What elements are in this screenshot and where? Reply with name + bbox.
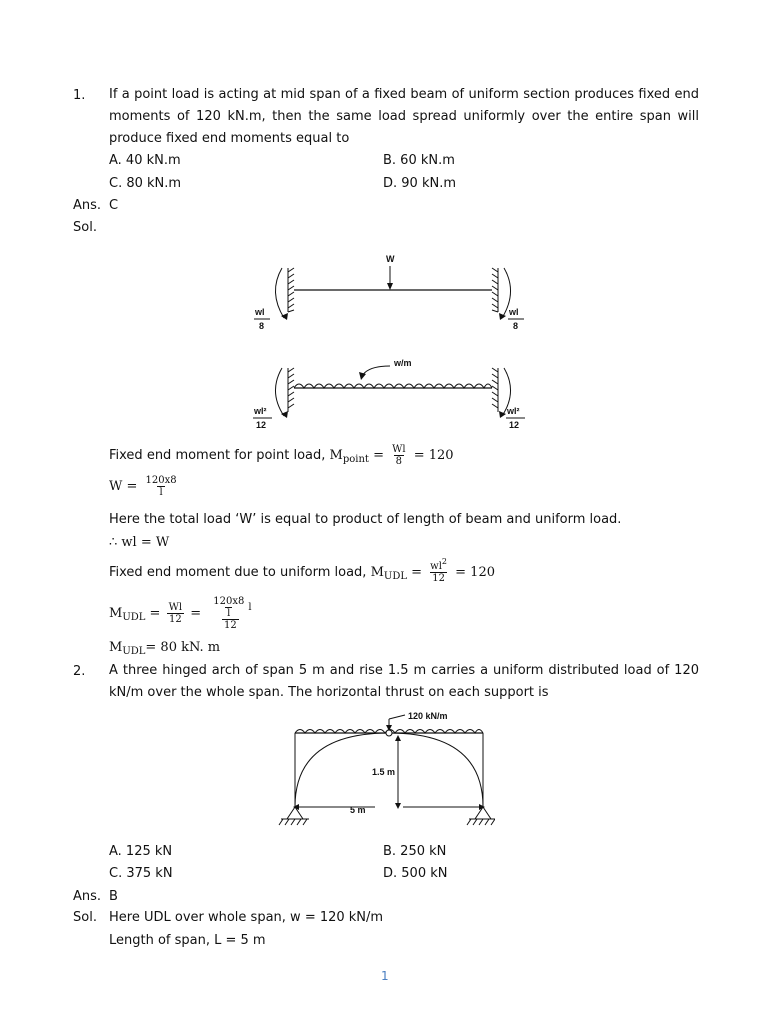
nested-fraction	[207, 596, 253, 631]
question-1-number: 1.	[73, 88, 86, 103]
q1-ans-label: Ans.	[73, 198, 102, 213]
fig1-load-label: W	[386, 254, 395, 264]
question-2-number: 2.	[73, 664, 86, 679]
q2-sol-line-1: Here UDL over whole span, w = 120 kN/m	[109, 910, 384, 925]
q1-sol-label: Sol.	[73, 220, 97, 235]
fig2-right-num: wl²	[507, 406, 520, 416]
fig2-left-num: wl²	[254, 406, 267, 416]
q2-option-a: A. 125 kN	[109, 844, 173, 859]
inner-denominator: l	[227, 608, 231, 619]
w-equals: W =	[109, 479, 142, 494]
q2-ans-label: Ans.	[73, 889, 102, 904]
q1-option-d: D. 90 kN.m	[383, 176, 456, 191]
q2-option-d: D. 500 kN	[383, 866, 448, 881]
w-fraction	[144, 475, 179, 498]
final-value: = 80 kN. m	[145, 640, 221, 655]
m-udl-symbol: M	[109, 606, 123, 621]
equals-sign: =	[406, 565, 427, 580]
m-point-symbol: M	[329, 448, 343, 463]
fig1-right-den: 8	[513, 321, 519, 331]
sol-line-5-text: Fixed end moment due to uniform load,	[109, 565, 371, 580]
q1-ans-value: C	[109, 198, 119, 213]
frac-numerator: Wl	[168, 602, 183, 613]
equals-sign: =	[145, 606, 165, 621]
q1-option-a: A. 40 kN.m	[109, 153, 181, 168]
fig1-right-num: wl	[509, 307, 519, 317]
page-number: 1	[381, 969, 389, 983]
m-udl-subscript: UDL	[383, 571, 407, 582]
sol-line-mudl-substitution	[109, 596, 256, 631]
q2-sol-label: Sol.	[73, 910, 97, 925]
fixed-beam-udl-diagram	[250, 352, 540, 434]
inner-numerator: 120x8	[213, 596, 245, 607]
frac-denominator: 12	[224, 620, 237, 631]
sol-line-total-load: Here the total load ‘W’ is equal to product of length of beam and uniform load.	[109, 512, 622, 527]
frac-denominator: 12	[168, 614, 182, 625]
m-udl-subscript: UDL	[122, 612, 146, 623]
sol-line-therefore: ∴ wl = W	[109, 535, 170, 550]
m-udl-subscript: UDL	[122, 646, 146, 657]
arch-load-label: 120 kN/m	[408, 711, 448, 721]
frac-numerator: wl	[430, 561, 442, 572]
q2-ans-value: B	[109, 889, 118, 904]
q2-sol-line-2: Length of span, L = 5 m	[109, 933, 266, 948]
fig2-load-label: w/m	[394, 358, 412, 368]
m-point-subscript: point	[342, 454, 369, 465]
arch-span-label: 5 m	[350, 805, 366, 815]
wl-over-12-fraction	[167, 602, 184, 625]
equals-120: = 120	[451, 565, 495, 580]
sol-line-point-moment	[109, 444, 454, 467]
m-udl-symbol: M	[370, 565, 384, 580]
equals-120: = 120	[409, 448, 454, 463]
sol-line-final-answer	[109, 640, 220, 655]
fig1-left-den: 8	[259, 321, 265, 331]
equals-sign: =	[186, 606, 206, 621]
fixed-beam-point-load-diagram	[250, 250, 540, 340]
sol-line-udl-moment	[109, 557, 495, 584]
arch-rise-label: 1.5 m	[372, 767, 396, 777]
three-hinged-arch-diagram	[275, 705, 495, 835]
inner-fraction	[211, 596, 246, 619]
q1-option-c: C. 80 kN.m	[109, 176, 182, 191]
fig1-left-num: wl	[255, 307, 265, 317]
superscript-2: 2	[441, 557, 448, 566]
question-2-text: A three hinged arch of span 5 m and rise 1.5 m carries a uniform distributed load of 120 kN/m over the whole span. The horizontal thrust on each support is	[109, 663, 699, 700]
fig2-left-den: 12	[256, 420, 267, 430]
q2-option-c: C. 375 kN	[109, 866, 173, 881]
equals-sign: =	[368, 448, 389, 463]
inner-l: l	[248, 602, 252, 613]
sol-line-1-text: Fixed end moment for point load,	[109, 448, 330, 463]
question-1-text: If a point load is acting at mid span of a fixed beam of uniform section produces fixed end moments of 120 kN.m, then the same load spread uniformly over the entire span will produce fixed end moments equal to	[109, 87, 699, 146]
frac-denominator: l	[159, 487, 163, 498]
frac-numerator: Wl	[392, 444, 406, 455]
wl-over-8-fraction	[390, 444, 407, 467]
frac-denominator: 8	[395, 456, 403, 467]
frac-denominator: 12	[432, 573, 445, 584]
m-udl-symbol: M	[109, 640, 123, 655]
q1-option-b: B. 60 kN.m	[383, 153, 455, 168]
fig2-right-den: 12	[509, 420, 520, 430]
frac-numerator: 120x8	[145, 475, 177, 486]
q2-option-b: B. 250 kN	[383, 844, 447, 859]
sol-line-w-equation	[109, 475, 181, 498]
wl2-over-12-fraction	[428, 557, 449, 584]
